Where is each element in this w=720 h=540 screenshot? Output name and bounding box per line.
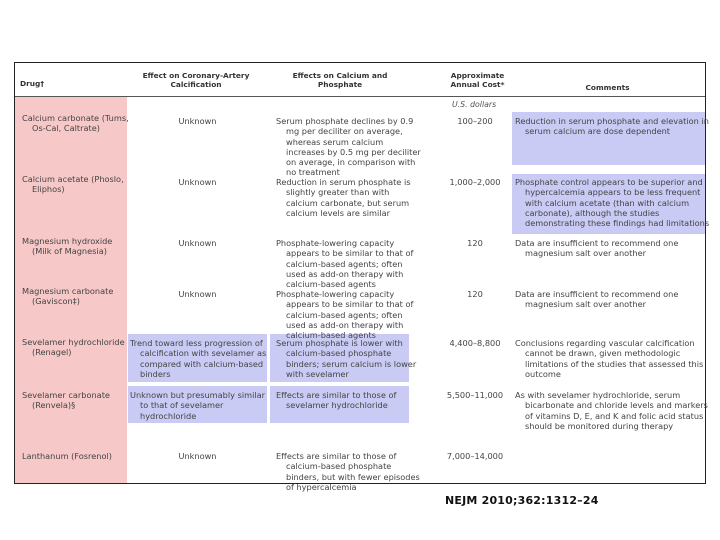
row6-drug: Sevelamer carbonate (Renvela)§: [22, 390, 110, 411]
row3-coronary: Unknown: [178, 238, 217, 248]
header-coronary: Effect on Coronary-Artery Calcification: [142, 71, 250, 89]
row3-comments: Data are insufficient to recommend one magnesium salt over another: [515, 238, 679, 259]
row6-comments: As with sevelamer hydrochloride, serum bicarbonate and chloride levels and markers of vitamins D, E, and K and folic acid status should be monitored during therapy: [515, 390, 708, 431]
row3-calcium: Phosphate-lowering capacity appears to be similar to that of calcium-based agents; often used as add-on therapy with calcium-based agents: [276, 238, 414, 290]
header-divider: [15, 96, 705, 97]
row6-coronary: Unknown but presumably similar to that of sevelamer hydrochloride: [130, 390, 266, 421]
row3-cost: 120: [467, 238, 483, 248]
row4-calcium: Phosphate-lowering capacity appears to be similar to that of calcium-based agents; often used as add-on therapy with calcium-based agents: [276, 289, 414, 341]
row5-coronary: Trend toward less progression of calcification with sevelamer as compared with calcium-based binders: [130, 338, 267, 379]
row4-comments: Data are insufficient to recommend one magnesium salt over another: [515, 289, 679, 310]
row7-calcium: Effects are similar to those of calcium-based phosphate binders, but with fewer episodes of hypercalcemia: [276, 451, 420, 492]
citation: NEJM 2010;362:1312–24: [445, 494, 599, 507]
row5-calcium: Serum phosphate is lower with calcium-based phosphate binders; serum calcium is lower with sevelamer: [276, 338, 417, 379]
row2-drug: Calcium acetate (Phoslo, Eliphos): [22, 174, 124, 195]
row5-comments: Conclusions regarding vascular calcification cannot be drawn, given methodologic limitations of the studies that assessed this outcome: [515, 338, 704, 379]
cost-unit: U.S. dollars: [452, 100, 497, 109]
row2-coronary: Unknown: [178, 177, 217, 187]
header-cost: Approximate Annual Cost*: [450, 71, 505, 89]
row2-cost: 1,000–2,000: [449, 177, 501, 187]
header-comments: Comments: [585, 83, 630, 92]
row6-calcium: Effects are similar to those of sevelamer hydrochloride: [276, 390, 397, 411]
row4-coronary: Unknown: [178, 289, 217, 299]
row7-cost: 7,000–14,000: [446, 451, 504, 461]
header-drug: Drug†: [20, 79, 45, 88]
row1-comments: Reduction in serum phosphate and elevation in serum calcium are dose dependent: [515, 116, 709, 137]
row4-cost: 120: [467, 289, 483, 299]
row2-comments: Phosphate control appears to be superior and hypercalcemia appears to be less frequent with calcium acetate (than with calcium carbonate), although the studies demonstrating these findings had limitations: [515, 177, 710, 229]
row1-calcium: Serum phosphate declines by 0.9 mg per deciliter on average, whereas serum calcium increases by 0.5 mg per deciliter on average, in comparison with no treatment: [276, 116, 421, 178]
row1-drug: Calcium carbonate (Tums, Os-Cal, Caltrate): [22, 113, 129, 134]
row3-drug: Magnesium hydroxide (Milk of Magnesia): [22, 236, 113, 257]
row2-calcium: Reduction in serum phosphate is slightly greater than with calcium carbonate, but serum calcium levels are similar: [276, 177, 411, 218]
row7-drug: Lanthanum (Fosrenol): [22, 451, 112, 461]
row7-coronary: Unknown: [178, 451, 217, 461]
row4-drug: Magnesium carbonate (Gaviscon‡): [22, 286, 114, 307]
row6-cost: 5,500–11,000: [446, 390, 504, 400]
row5-cost: 4,400–8,800: [449, 338, 501, 348]
row5-drug: Sevelamer hydrochloride (Renagel): [22, 337, 125, 358]
header-calcium: Effects on Calcium and Phosphate: [292, 71, 388, 89]
row1-coronary: Unknown: [178, 116, 217, 126]
row1-cost: 100–200: [457, 116, 493, 126]
